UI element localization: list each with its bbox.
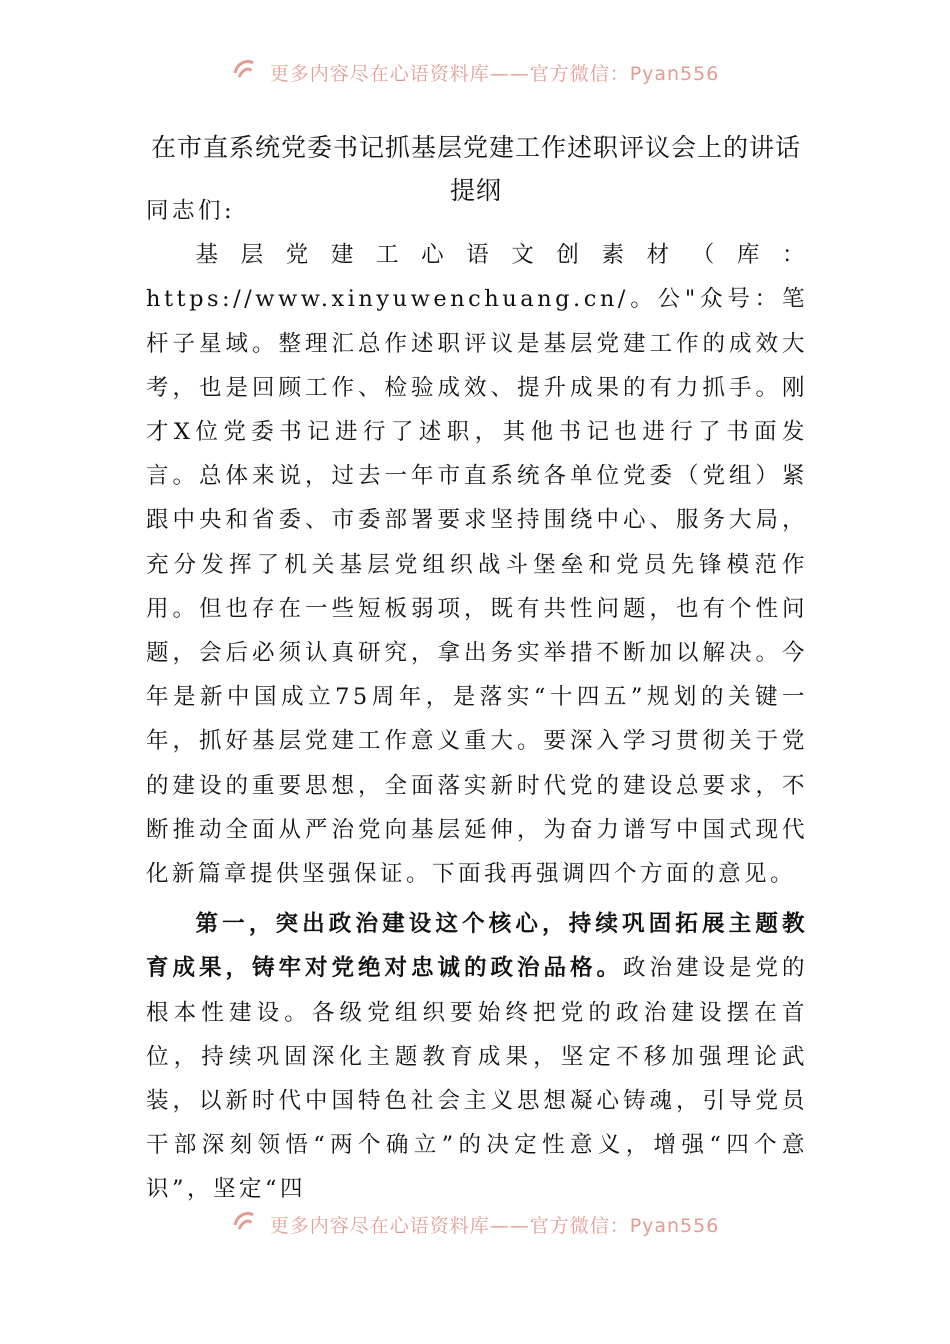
document-body [146,189,808,1212]
watermark-footer [0,1208,950,1238]
section-1-body: 政治建设是党的根本性建设。各级党组织要始终把党的政治建设摆在首位，持续巩固深化主题教育成果，坚定不移加强理论武装，以新时代中国特色社会主义思想凝心铸魂，引导党员干部深刻领悟“两个确立”的决定性意义，增强“四个意识”，坚定“四 [146,955,808,1203]
watermark-logo-icon [231,56,257,81]
watermark-header [0,56,950,86]
intro-paragraph: 基层党建工心语文创素材（库：https://www.xinyuwenchuang.cn/。公"众号：笔杆子星域。整理汇总作述职评议是基层党建工作的成效大考，也是回顾工作、检验成效、提升成果的有力抓手。刚才X位党委书记进行了述职，其他书记也进行了书面发言。总体来说，过去一年市直系统各单位党委（党组）紧跟中央和省委、市委部署要求坚持围绕中心、服务大局，充分发挥了机关基层党组织战斗堡垒和党员先锋模范作用。但也存在一些短板弱项，既有共性问题，也有个性问题，会后必须认真研究，拿出务实举措不断加以解决。今年是新中国成立75周年，是落实“十四五”规划的关键一年，抓好基层党建工作意义重大。要深入学习贯彻关于党的建设的重要思想，全面落实新时代党的建设总要求，不断推动全面从严治党向基层延伸，为奋力谱写中国式现代化新篇章提供坚强保证。下面我再强调四个方面的意见。 [146,242,808,888]
section-1-heading: 第一，突出政治建设这个核心，持续巩固拓展主题教育成果，铸牢对党绝对忠诚的政治品格。 [146,911,808,982]
watermark-text: 更多内容尽在心语资料库——官方微信：Pyan556 [269,1215,720,1237]
watermark-logo-icon [231,1208,257,1233]
section-1-paragraph [146,902,808,1211]
document-title: 在市直系统党委书记抓基层党建工作述职评议会上的讲话提纲 [150,133,801,205]
greeting: 同志们: [146,198,236,224]
watermark-text: 更多内容尽在心语资料库——官方微信：Pyan556 [269,63,720,85]
